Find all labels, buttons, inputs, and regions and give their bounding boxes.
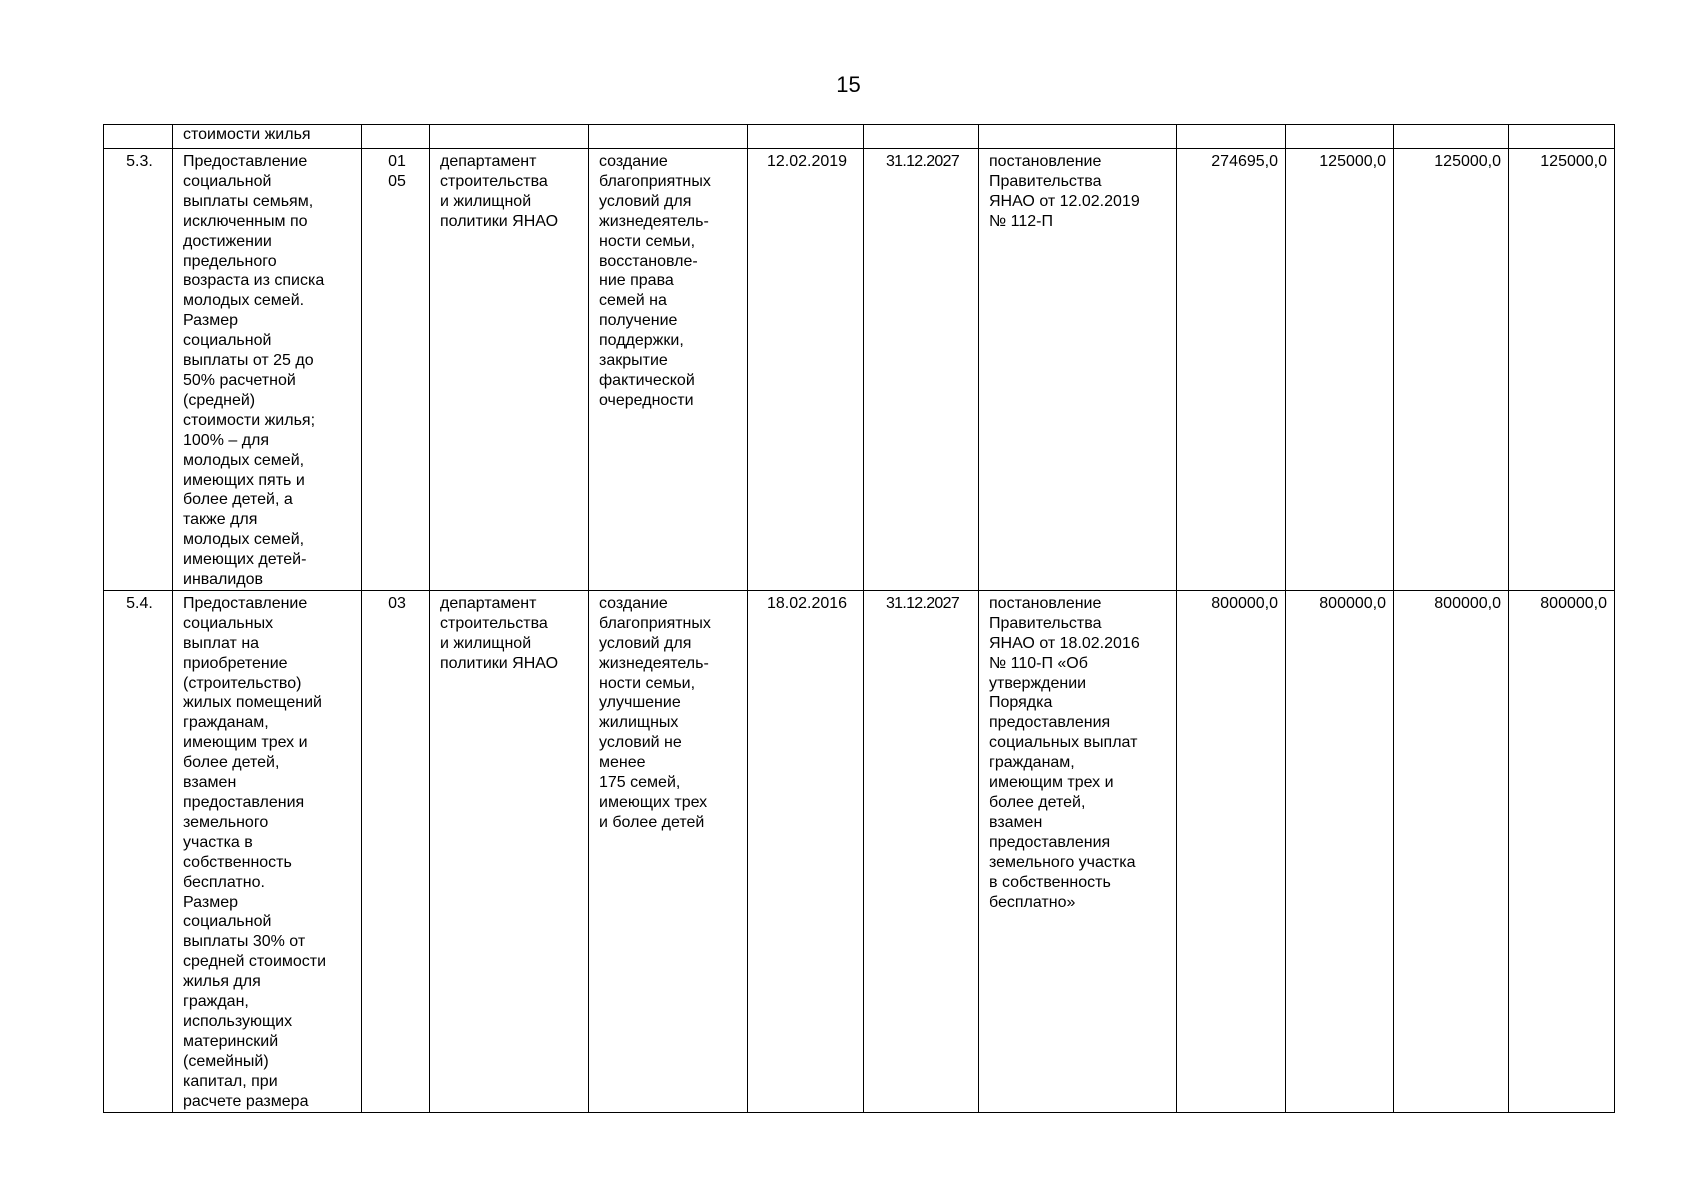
cell-end-date <box>864 125 979 149</box>
cell-result: создание благоприятных условий для жизнедеятель- ности семьи, улучшение жилищных условий не менее 175 семей, имеющих трех и более детей <box>589 590 748 1112</box>
cell-value-4: 800000,0 <box>1509 590 1615 1112</box>
cell-value-3 <box>1394 125 1509 149</box>
program-activities-table <box>103 124 1615 1113</box>
cell-end-date: 31.12.2027 <box>864 149 979 591</box>
cell-executor: департамент строительства и жилищной политики ЯНАО <box>430 590 589 1112</box>
cell-value-2: 125000,0 <box>1286 149 1394 591</box>
table-row <box>104 149 1615 591</box>
cell-end-date: 31.12.2027 <box>864 590 979 1112</box>
cell-start-date: 18.02.2016 <box>748 590 864 1112</box>
cell-value-4: 125000,0 <box>1509 149 1615 591</box>
cell-value-3: 125000,0 <box>1394 149 1509 591</box>
cell-legal-act: постановление Правительства ЯНАО от 18.02.2016 № 110-П «Об утверждении Порядка предоставления социальных выплат гражданам, имеющим трех и более детей, взамен предоставления земельного участка в собственность бесплатно» <box>979 590 1177 1112</box>
cell-code: 01 05 <box>362 149 430 591</box>
cell-description: Предоставление социальных выплат на приобретение (строительство) жилых помещений гражданам, имеющим трех и более детей, взамен предоставления земельного участка в собственность бесплатно. Размер социальной выплаты 30% от средней стоимости жилья для граждан, использующих материнский (семейный) капитал, при расчете размера <box>173 590 362 1112</box>
cell-description: стоимости жилья <box>173 125 362 149</box>
cell-legal-act: постановление Правительства ЯНАО от 12.02.2019 № 112-П <box>979 149 1177 591</box>
page-number: 15 <box>836 72 861 97</box>
cell-code <box>362 125 430 149</box>
cell-result <box>589 125 748 149</box>
cell-value-2 <box>1286 125 1394 149</box>
cell-executor <box>430 125 589 149</box>
cell-start-date: 12.02.2019 <box>748 149 864 591</box>
cell-code: 03 <box>362 590 430 1112</box>
cell-value-3: 800000,0 <box>1394 590 1509 1112</box>
cell-start-date <box>748 125 864 149</box>
cell-value-2: 800000,0 <box>1286 590 1394 1112</box>
cell-description: Предоставление социальной выплаты семьям, исключенным по достижении предельного возраста из списка молодых семей. Размер социальной выплаты от 25 до 50% расчетной (средней) стоимости жилья; 100% – для молодых семей, имеющих пять и более детей, а также для молодых семей, имеющих детей- инвалидов <box>173 149 362 591</box>
table-row <box>104 590 1615 1112</box>
cell-index: 5.3. <box>104 149 173 591</box>
cell-value-4 <box>1509 125 1615 149</box>
cell-index <box>104 125 173 149</box>
cell-legal-act <box>979 125 1177 149</box>
cell-result: создание благоприятных условий для жизнедеятель- ности семьи, восстановле- ние права семей на получение поддержки, закрытие фактической очередности <box>589 149 748 591</box>
cell-value-1: 800000,0 <box>1177 590 1286 1112</box>
cell-value-1 <box>1177 125 1286 149</box>
cell-value-1: 274695,0 <box>1177 149 1286 591</box>
cell-executor: департамент строительства и жилищной политики ЯНАО <box>430 149 589 591</box>
cell-index: 5.4. <box>104 590 173 1112</box>
table-row-continuation <box>104 125 1615 149</box>
